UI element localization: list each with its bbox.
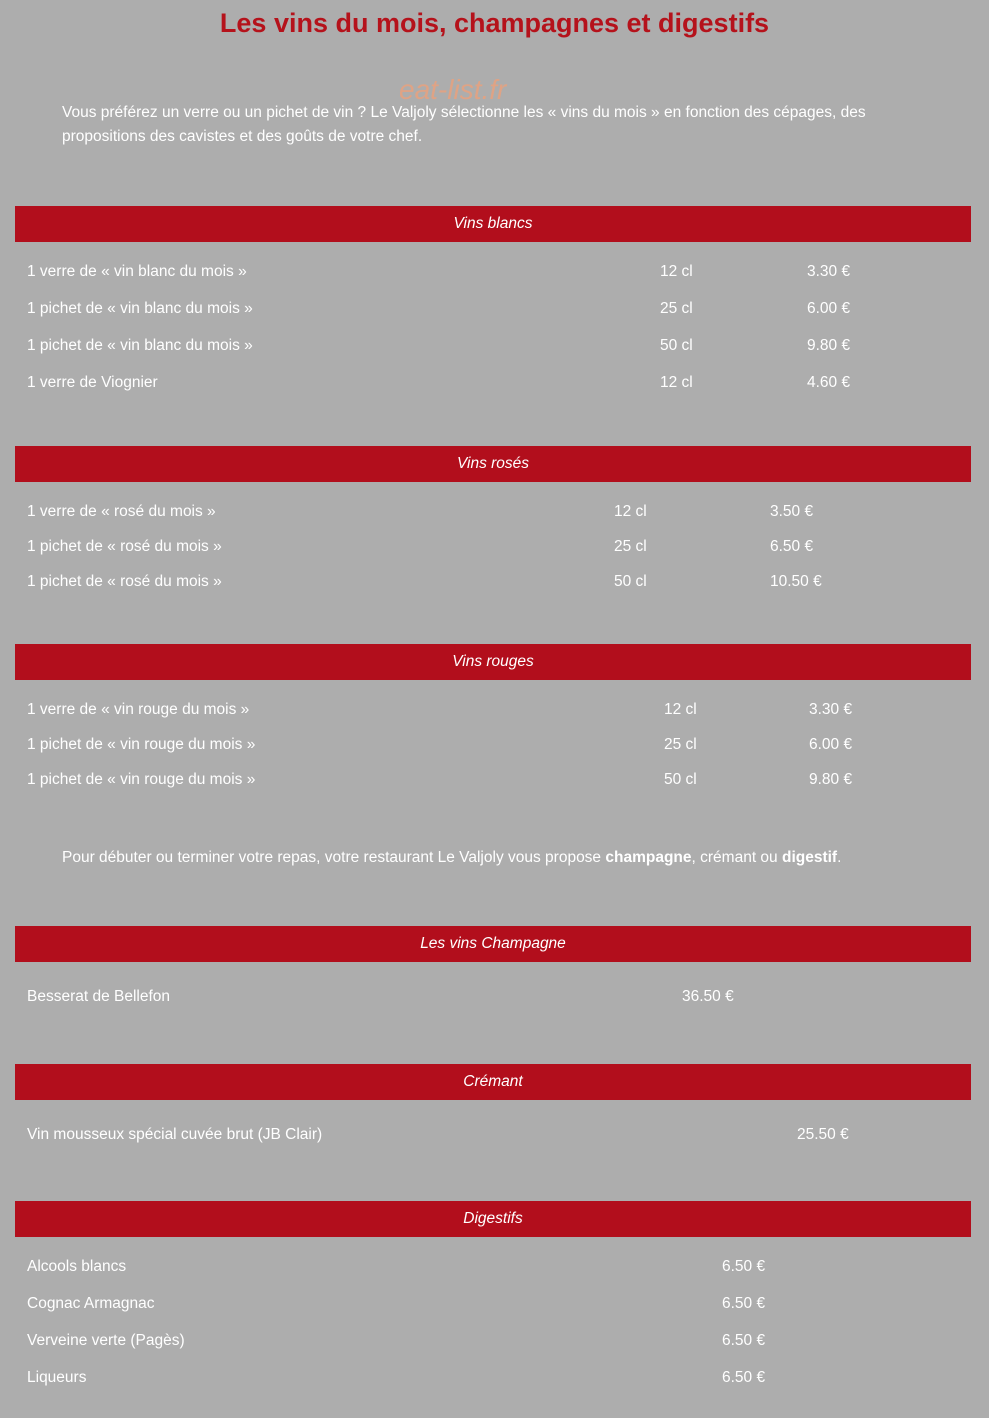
item-volume: 12 cl <box>614 503 647 520</box>
item-volume: 12 cl <box>660 263 693 280</box>
item-name: Verveine verte (Pagès) <box>27 1332 185 1349</box>
item-name: 1 verre de « vin rouge du mois » <box>27 701 250 718</box>
menu-row <box>0 698 989 722</box>
section-header-champagne: Les vins Champagne <box>15 926 971 962</box>
item-volume: 50 cl <box>660 337 693 354</box>
item-name: 1 verre de « vin blanc du mois » <box>27 263 247 280</box>
page-title: Les vins du mois, champagnes et digestifs <box>219 8 770 38</box>
menu-row <box>0 297 989 321</box>
menu-row <box>0 570 989 594</box>
menu-row <box>0 1123 989 1147</box>
item-name: 1 pichet de « rosé du mois » <box>27 573 222 590</box>
item-name: 1 pichet de « vin rouge du mois » <box>27 771 256 788</box>
item-price: 6.50 € <box>722 1369 766 1386</box>
item-name: Cognac Armagnac <box>27 1295 155 1312</box>
item-name: 1 verre de « rosé du mois » <box>27 503 216 520</box>
item-price: 6.50 € <box>722 1295 766 1312</box>
item-price: 36.50 € <box>682 988 734 1005</box>
middle-text <box>62 846 892 870</box>
middle-text-mid: , crémant ou <box>691 849 782 866</box>
item-volume: 12 cl <box>660 374 693 391</box>
item-price: 6.00 € <box>809 736 853 753</box>
section-header-vins-roses: Vins rosés <box>15 446 971 482</box>
item-name: 1 pichet de « vin blanc du mois » <box>27 300 253 317</box>
menu-row <box>0 260 989 284</box>
item-price: 6.50 € <box>722 1332 766 1349</box>
menu-row <box>0 985 989 1009</box>
menu-row <box>0 334 989 358</box>
item-price: 6.00 € <box>807 300 851 317</box>
item-volume: 12 cl <box>664 701 697 718</box>
menu-row <box>0 371 989 395</box>
menu-row <box>0 500 989 524</box>
item-volume: 25 cl <box>614 538 647 555</box>
intro-text: Vous préférez un verre ou un pichet de vin ? Le Valjoly sélectionne les « vins du mois » en fonction des cépages, des propositions des cavistes et des goûts de votre chef. <box>62 104 866 145</box>
middle-text-digestif: digestif <box>781 849 838 866</box>
menu-row <box>0 1366 989 1390</box>
watermark: eat-list.fr <box>399 74 507 105</box>
item-price: 9.80 € <box>807 337 851 354</box>
section-header-cremant: Crémant <box>15 1064 971 1100</box>
item-price: 6.50 € <box>770 538 814 555</box>
section-header-vins-rouges: Vins rouges <box>15 644 971 680</box>
menu-row <box>0 768 989 792</box>
middle-text-before: Pour débuter ou terminer votre repas, votre restaurant Le Valjoly vous propose <box>62 849 606 866</box>
item-price: 3.30 € <box>809 701 853 718</box>
menu-row <box>0 733 989 757</box>
item-volume: 50 cl <box>664 771 697 788</box>
item-volume: 25 cl <box>660 300 693 317</box>
item-name: 1 verre de Viognier <box>27 374 158 391</box>
item-price: 10.50 € <box>770 573 822 590</box>
item-name: 1 pichet de « vin blanc du mois » <box>27 337 253 354</box>
item-price: 3.30 € <box>807 263 851 280</box>
item-price: 6.50 € <box>722 1258 766 1275</box>
item-volume: 50 cl <box>614 573 647 590</box>
item-name: Alcools blancs <box>27 1258 127 1275</box>
section-header-digestifs: Digestifs <box>15 1201 971 1237</box>
menu-row <box>0 535 989 559</box>
section-header-vins-blancs: Vins blancs <box>15 206 971 242</box>
menu-row <box>0 1292 989 1316</box>
item-name: Liqueurs <box>27 1369 87 1386</box>
middle-text-after: . <box>837 849 842 866</box>
item-name: 1 pichet de « rosé du mois » <box>27 538 222 555</box>
item-name: 1 pichet de « vin rouge du mois » <box>27 736 256 753</box>
item-price: 25.50 € <box>797 1126 849 1143</box>
menu-row <box>0 1255 989 1279</box>
item-price: 3.50 € <box>770 503 814 520</box>
item-name: Besserat de Bellefon <box>27 988 171 1005</box>
item-price: 9.80 € <box>809 771 853 788</box>
middle-text-champagne: champagne <box>605 849 692 866</box>
item-volume: 25 cl <box>664 736 697 753</box>
menu-row <box>0 1329 989 1353</box>
item-price: 4.60 € <box>807 374 851 391</box>
item-name: Vin mousseux spécial cuvée brut (JB Clair) <box>27 1126 323 1143</box>
